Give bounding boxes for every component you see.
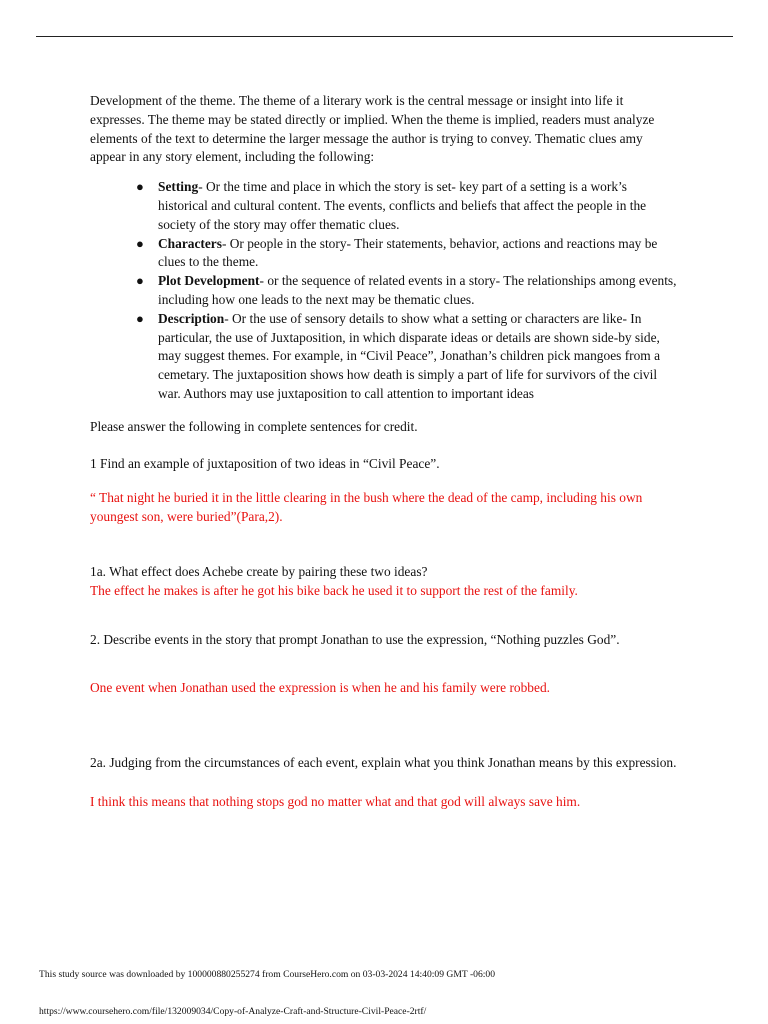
answer-1a: The effect he makes is after he got his bike back he used it to support the rest of the family. xyxy=(90,582,578,598)
definition-description: - Or the use of sensory details to show what a setting or characters are like- In particular, the use of Juxtaposition, in which disparate ideas or details are shown side-by side, may suggest themes. For example, in “Civil Peace”, Jonathan’s children pick mangoes from a cemetary. The juxtaposition shows how death is simply a part of life for survivors of the civil war. Authors may use juxtaposition to call attention to important ideas xyxy=(158,310,661,401)
list-item-setting xyxy=(136,178,680,234)
term-description: Description xyxy=(158,310,225,326)
question-2: 2. Describe events in the story that prompt Jonathan to use the expression, “Nothing puzzles God”. xyxy=(90,631,620,647)
bullet-icon: ● xyxy=(136,273,144,289)
answer-2: One event when Jonathan used the expression is when he and his family were robbed. xyxy=(90,680,550,696)
document-body xyxy=(90,92,680,812)
term-setting: Setting xyxy=(158,179,199,195)
answer-1: “ That night he buried it in the little clearing in the bush where the dead of the camp, including his own youngest son, were buried”(Para,2). xyxy=(90,490,643,525)
bullet-icon: ● xyxy=(136,179,144,195)
bullet-icon: ● xyxy=(136,235,144,251)
definition-characters: - Or people in the story- Their statements, behavior, actions and reactions may be clues to the theme. xyxy=(158,235,658,270)
download-source-notice: This study source was downloaded by 100000880255274 from CourseHero.com on 03-03-2024 14:40:09 GMT -06:00 xyxy=(39,969,496,980)
bullet-icon: ● xyxy=(136,310,144,326)
term-plot-development: Plot Development xyxy=(158,273,260,289)
term-characters: Characters xyxy=(158,235,222,251)
source-url[interactable]: https://www.coursehero.com/file/132009034/Copy-of-Analyze-Craft-and-Structure-Civil-Peace-2rtf/ xyxy=(39,1006,427,1017)
list-item-characters xyxy=(136,235,680,273)
instruction-text: Please answer the following in complete sentences for credit. xyxy=(90,418,418,434)
list-item-plot-development xyxy=(136,272,680,310)
header-rule xyxy=(36,36,733,37)
definition-setting: - Or the time and place in which the story is set- key part of a setting is a work’s historical and cultural content. The events, conflicts and beliefs that affect the people in the society of the story may offer thematic clues. xyxy=(158,179,647,232)
question-1a: 1a. What effect does Achebe create by pairing these two ideas? xyxy=(90,563,428,579)
definition-plot-development: - or the sequence of related events in a story- The relationships among events, including how one leads to the next may be thematic clues. xyxy=(158,273,677,307)
answer-2a: I think this means that nothing stops god no matter what and that god will always save him. xyxy=(90,793,581,809)
question-2a: 2a. Judging from the circumstances of each event, explain what you think Jonathan means by this expression. xyxy=(90,755,677,771)
list-item-description xyxy=(136,310,680,404)
theme-elements-list xyxy=(90,178,680,404)
intro-paragraph: Development of the theme. The theme of a literary work is the central message or insight into life it expresses. The theme may be stated directly or implied. When the theme is implied, readers must analyze elements of the text to determine the larger message the author is trying to convey. Thematic clues amy appear in any story element, including the following: xyxy=(90,93,655,165)
question-1: 1 Find an example of juxtaposition of two ideas in “Civil Peace”. xyxy=(90,455,440,471)
